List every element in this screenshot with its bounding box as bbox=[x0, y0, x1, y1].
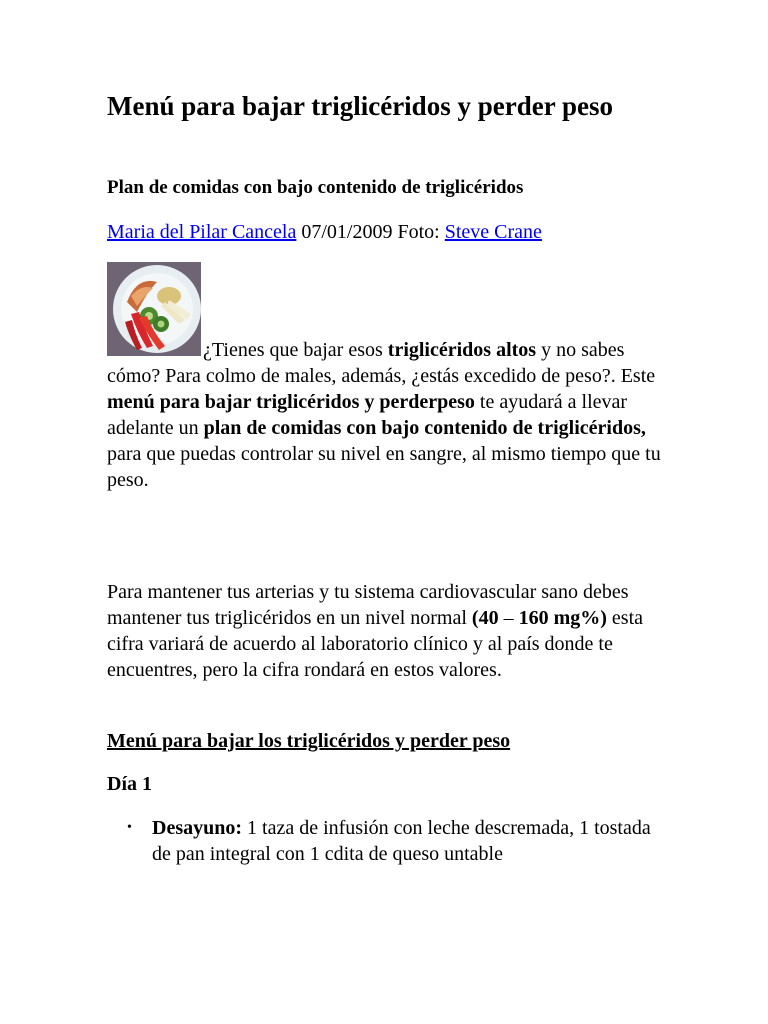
meal-label: Desayuno: bbox=[152, 817, 243, 839]
article-subtitle: Plan de comidas con bajo contenido de triglicéridos bbox=[107, 177, 524, 198]
body-text-1: Para mantener tus arterias y tu sistema cardiovascular sano debes mantener tus triglicéridos en un nivel normal bbox=[107, 581, 629, 629]
intro-bold-1: triglicéridos altos bbox=[387, 339, 537, 361]
intro-text-4: para que puedas controlar su nivel en sangre, al mismo tiempo que tu peso. bbox=[107, 443, 661, 491]
bullet-icon: • bbox=[127, 820, 132, 835]
meal-text: 1 taza de infusión con leche descremada, 1 tostada de pan integral con 1 cdita de queso untable bbox=[152, 817, 651, 865]
list-item bbox=[107, 815, 667, 867]
page-title: Menú para bajar triglicéridos y perder peso bbox=[107, 91, 613, 121]
body-text-3: esta cifra variará de acuerdo al laboratorio clínico y al país donde te encuentres, pero la cifra rondará en estos valores. bbox=[107, 607, 643, 681]
photo-label: Foto: bbox=[397, 221, 440, 243]
meal-list bbox=[107, 815, 667, 867]
byline bbox=[107, 219, 542, 245]
article-date: 07/01/2009 bbox=[301, 221, 393, 243]
menu-section-title: Menú para bajar los triglicéridos y perder peso bbox=[107, 730, 511, 752]
intro-text-1: ¿Tienes que bajar esos bbox=[203, 339, 388, 361]
intro-bold-3: plan de comidas con bajo contenido de triglicéridos, bbox=[203, 417, 646, 439]
day-heading: Día 1 bbox=[107, 773, 152, 795]
body-bold-1: (40 bbox=[471, 607, 499, 629]
photo-credit-link[interactable]: Steve Crane bbox=[444, 221, 542, 243]
intro-text-3: te ayudará a llevar adelante un bbox=[107, 391, 628, 439]
intro-paragraph bbox=[107, 337, 667, 493]
body-text-2: – bbox=[498, 607, 519, 629]
body-bold-2: 160 mg%) bbox=[518, 607, 607, 629]
body-paragraph bbox=[107, 579, 667, 683]
intro-text-2: y no sabes cómo? Para colmo de males, además, ¿estás excedido de peso?. Este bbox=[107, 339, 656, 387]
author-link[interactable]: Maria del Pilar Cancela bbox=[107, 221, 297, 243]
intro-bold-2: menú para bajar triglicéridos y perderpeso bbox=[107, 391, 475, 413]
